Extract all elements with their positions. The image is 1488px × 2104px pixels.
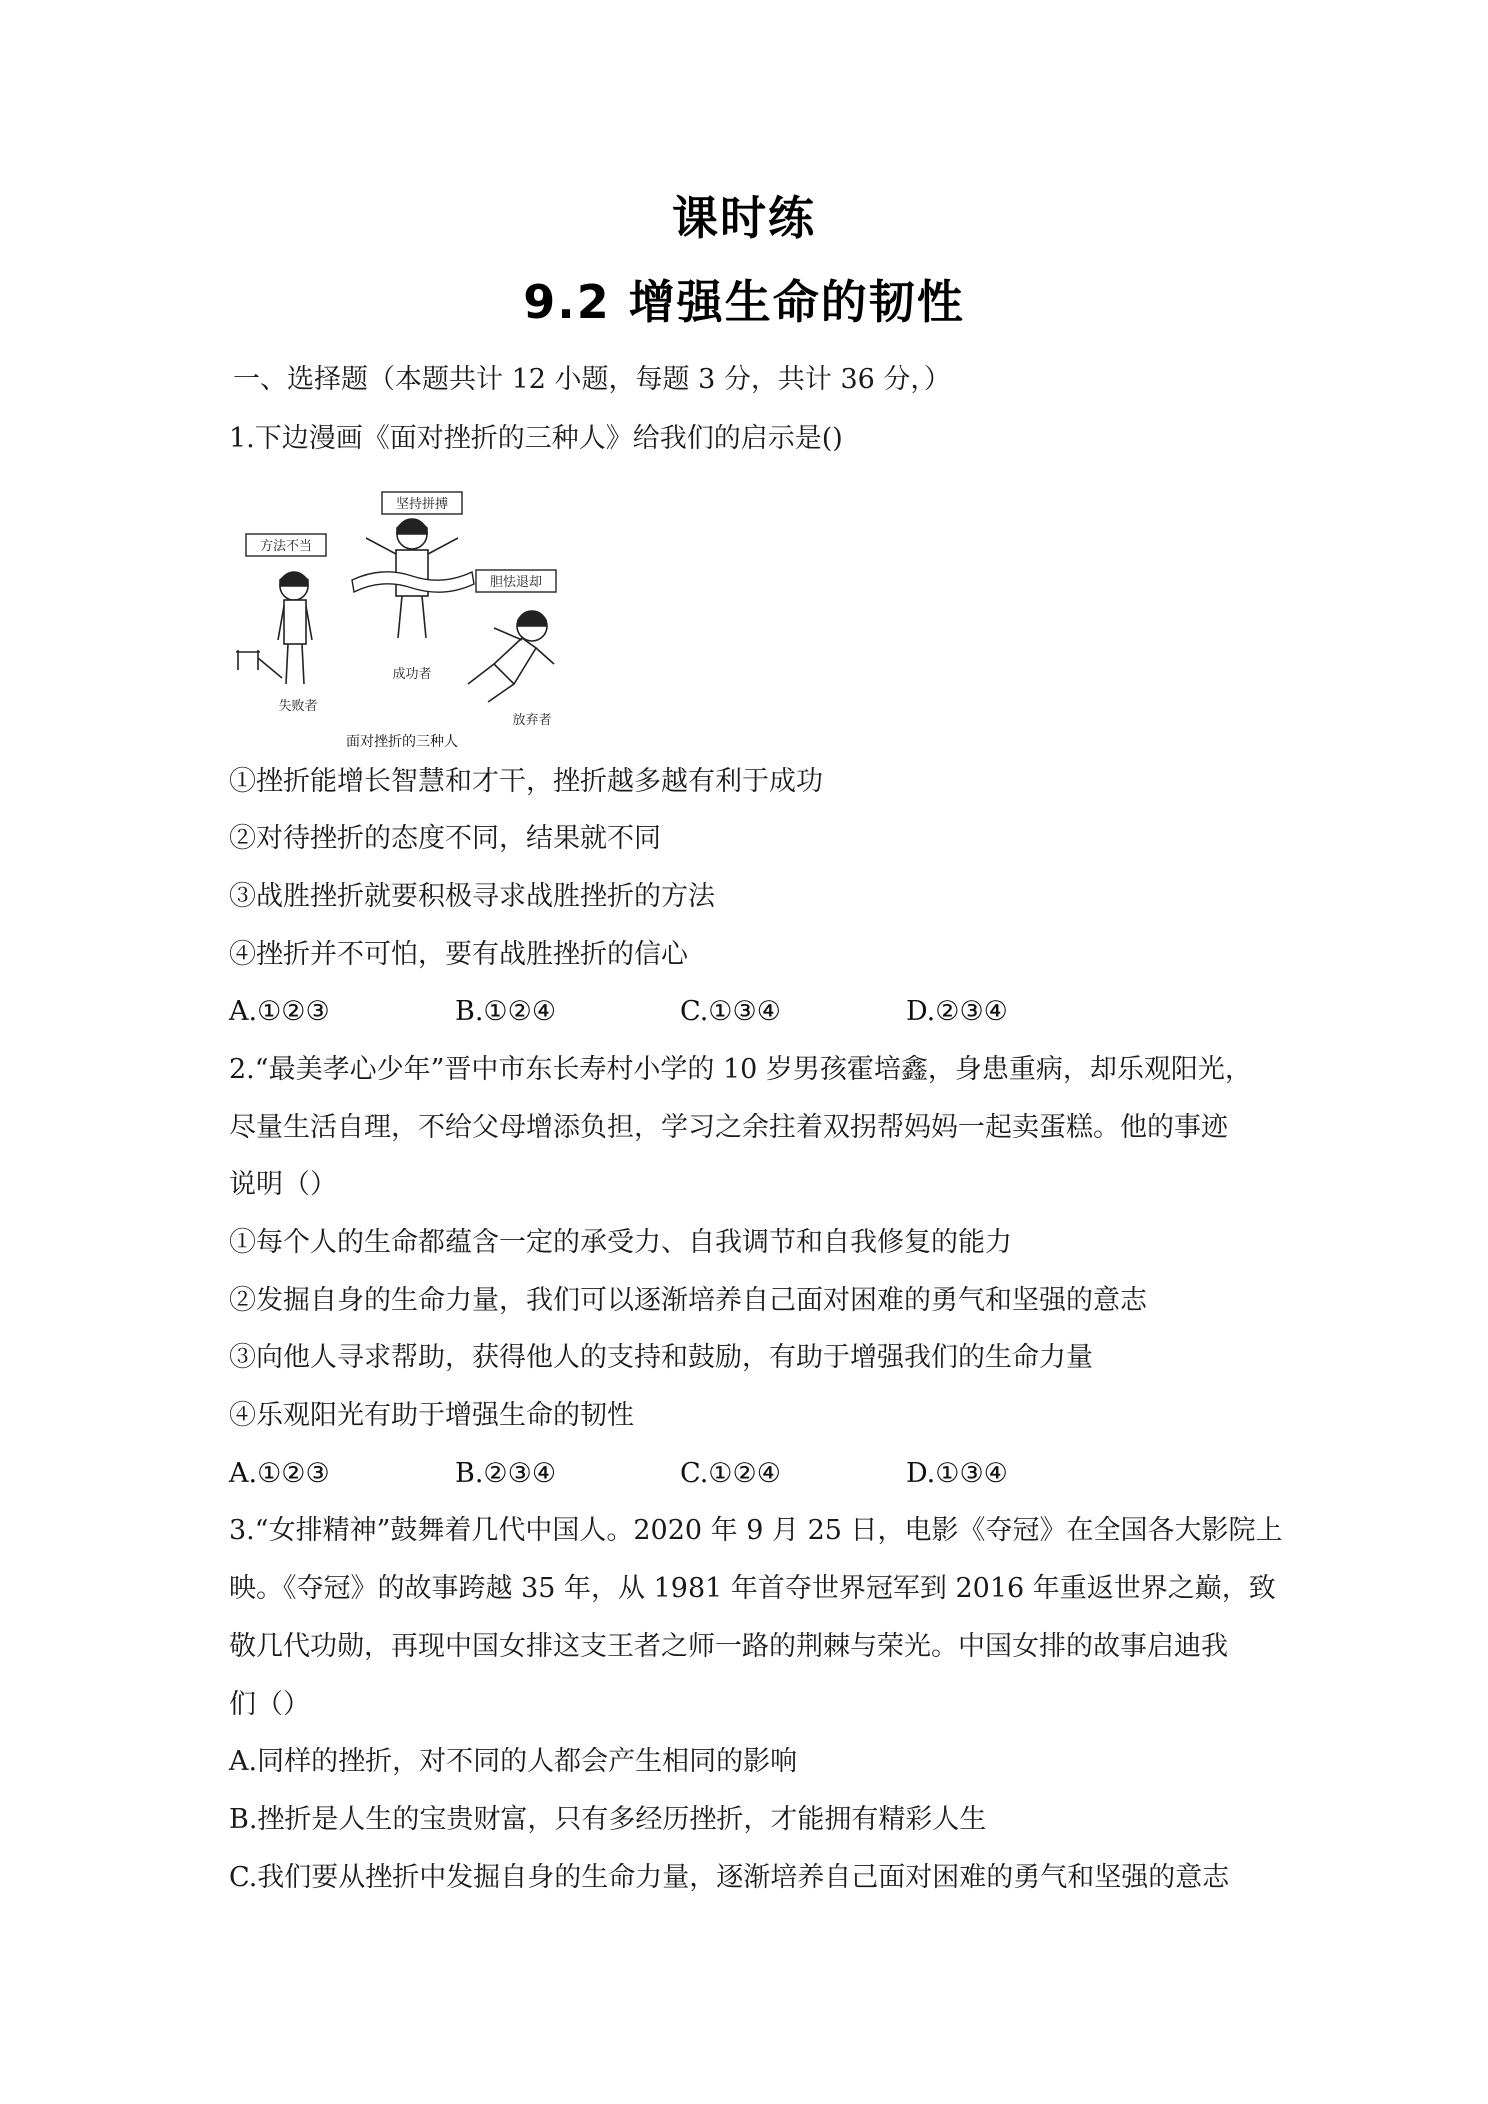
figure-caption: 面对挫折的三种人 bbox=[346, 734, 458, 750]
question-2-statement-3: ③向他人寻求帮助，获得他人的支持和鼓励，有助于增强我们的生命力量 bbox=[229, 1342, 1093, 1373]
question-3-choice-a[interactable]: A.同样的挫折，对不同的人都会产生相同的影响 bbox=[229, 1746, 798, 1777]
question-1-statement-4: ④挫折并不可怕，要有战胜挫折的信心 bbox=[229, 939, 688, 970]
question-2-option-c[interactable]: C.①②④ bbox=[680, 1458, 781, 1489]
question-3-stem-line-1: 3.“女排精神”鼓舞着几代中国人。2020 年 9 月 25 日，电影《夺冠》在全国各大影院上 bbox=[229, 1515, 1283, 1546]
question-3-stem-line-4: 们（） bbox=[229, 1689, 310, 1720]
question-1-option-a[interactable]: A.①②③ bbox=[229, 996, 330, 1027]
question-2-stem-line-3: 说明（） bbox=[229, 1169, 337, 1200]
question-1-statement-1: ①挫折能增长智慧和才干，挫折越多越有利于成功 bbox=[229, 766, 823, 797]
success-person-label: 成功者 bbox=[392, 667, 432, 682]
lesson-title: 9.2 增强生命的韧性 bbox=[523, 275, 965, 329]
failure-person-label: 失败者 bbox=[278, 699, 318, 714]
cartoon-three-people-figure bbox=[232, 488, 572, 750]
question-1-statement-3: ③战胜挫折就要积极寻求战胜挫折的方法 bbox=[229, 881, 715, 912]
question-2-stem-line-1: 2.“最美孝心少年”晋中市东长寿村小学的 10 岁男孩霍培鑫，身患重病，却乐观阳光， bbox=[229, 1054, 1252, 1085]
quitter-person-label: 放弃者 bbox=[512, 713, 552, 728]
left-sign-text: 方法不当 bbox=[259, 539, 313, 554]
question-2-option-b[interactable]: B.②③④ bbox=[455, 1458, 557, 1489]
hurdle-icon bbox=[236, 650, 282, 678]
question-3-stem-line-3: 敬几代功勋，再现中国女排这支王者之师一路的荆棘与荣光。中国女排的故事启迪我 bbox=[229, 1631, 1228, 1662]
question-3-choice-c[interactable]: C.我们要从挫折中发掘自身的生命力量，逐渐培养自己面对困难的勇气和坚强的意志 bbox=[229, 1862, 1230, 1893]
question-2-statement-2: ②发掘自身的生命力量，我们可以逐渐培养自己面对困难的勇气和坚强的意志 bbox=[229, 1285, 1147, 1316]
question-2-statement-1: ①每个人的生命都蕴含一定的承受力、自我调节和自我修复的能力 bbox=[229, 1227, 1012, 1258]
question-2-statement-4: ④乐观阳光有助于增强生命的韧性 bbox=[229, 1400, 634, 1431]
question-1-statement-2: ②对待挫折的态度不同，结果就不同 bbox=[229, 823, 661, 854]
question-1-option-c[interactable]: C.①③④ bbox=[680, 996, 781, 1027]
question-2-stem-line-2: 尽量生活自理，不给父母增添负担，学习之余拄着双拐帮妈妈一起卖蛋糕。他的事迹 bbox=[229, 1112, 1228, 1143]
question-1-option-d[interactable]: D.②③④ bbox=[906, 996, 1008, 1027]
question-1-stem: 1.下边漫画《面对挫折的三种人》给我们的启示是() bbox=[229, 423, 843, 454]
question-3-choice-b[interactable]: B.挫折是人生的宝贵财富，只有多经历挫折，才能拥有精彩人生 bbox=[229, 1804, 987, 1835]
document-title: 课时练 bbox=[672, 191, 816, 245]
question-1-option-b[interactable]: B.①②④ bbox=[455, 996, 557, 1027]
question-2-option-d[interactable]: D.①③④ bbox=[906, 1458, 1008, 1489]
question-2-option-a[interactable]: A.①②③ bbox=[229, 1458, 330, 1489]
center-sign-text: 坚持拼搏 bbox=[395, 497, 449, 512]
section-heading: 一、选择题（本题共计 12 小题，每题 3 分，共计 36 分，） bbox=[233, 364, 951, 395]
quitter-person-icon bbox=[468, 611, 554, 702]
right-sign-text: 胆怯退却 bbox=[489, 575, 543, 590]
question-3-stem-line-2: 映。《夺冠》的故事跨越 35 年，从 1981 年首夺世界冠军到 2016 年重返世界之巅，致 bbox=[229, 1573, 1276, 1604]
failure-person-icon bbox=[278, 572, 312, 684]
